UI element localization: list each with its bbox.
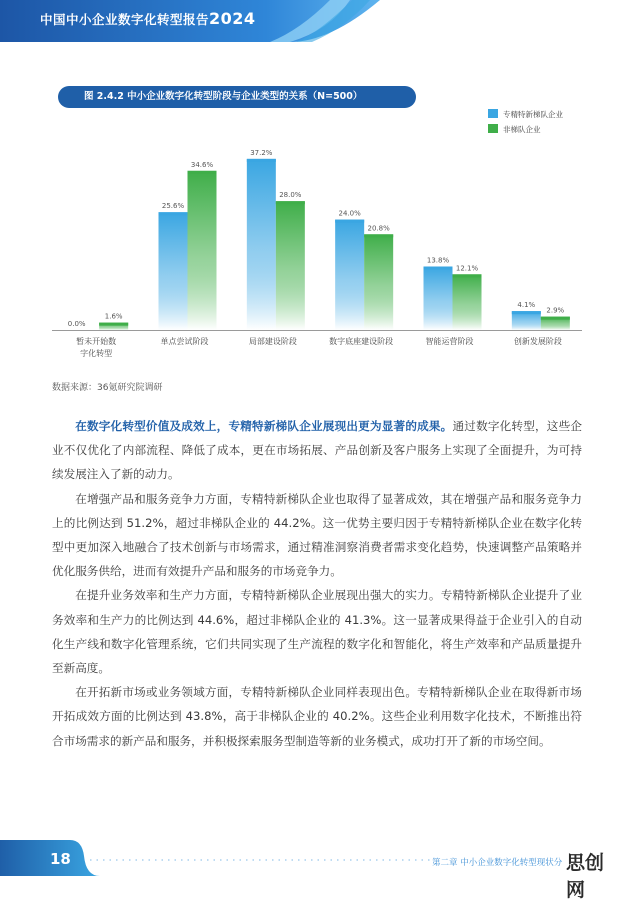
bar [424, 267, 453, 330]
bar-cap [424, 267, 453, 270]
legend-label: 非梯队企业 [503, 125, 541, 134]
bar [276, 201, 305, 330]
bar-cap [99, 323, 128, 326]
data-label: 28.0% [279, 191, 302, 200]
category-label: 单点尝试阶段 [160, 337, 209, 346]
bar-cap [188, 171, 217, 174]
data-label: 4.1% [517, 301, 536, 310]
bar-cap [453, 274, 482, 277]
category-label: 字化转型 [80, 349, 113, 358]
paragraph-text: 在增强产品和服务竞争力方面，专精特新梯队企业也取得了显著成效，其在增强产品和服务竞争力上的比例达到 51.2%，超过非梯队企业的 44.2%。这一优势主要归因于专精特新梯队企业在数字化转型中更加深入地融合了技术创新与市场需求，通过精准洞察消费者需求变化趋势，快速调整产品策略并优化服务供给，进而有效提升产品和服务的市场竞争力。 [52, 491, 582, 579]
paragraph-lead: 在数字化转型价值及成效上，专精特新梯队企业展现出更为显著的成果。 [75, 419, 453, 433]
data-source: 数据来源：36氪研究院调研 [52, 383, 163, 393]
bar [364, 234, 393, 330]
bar [159, 212, 188, 330]
bar-cap [276, 201, 305, 204]
figure-title: 图 2.4.2 中小企业数字化转型阶段与企业类型的关系（N=500） [58, 86, 416, 108]
chapter-label: 第二章 中小企业数字化转型现状分 [432, 858, 563, 868]
category-label: 创新发展阶段 [513, 337, 562, 346]
bar-cap [247, 159, 276, 162]
legend-swatch [488, 109, 498, 118]
paragraph [52, 414, 582, 487]
bar-cap [512, 311, 541, 314]
data-label: 1.6% [104, 312, 123, 321]
paragraph [52, 487, 582, 584]
data-label: 34.6% [190, 160, 214, 169]
legend-swatch [488, 124, 498, 133]
report-title: 中国中小企业数字化转型报告2024 [40, 9, 256, 28]
category-label: 局部建设阶段 [248, 337, 297, 346]
bar [335, 220, 364, 330]
page-number: 18 [50, 850, 71, 868]
legend-label: 专精特新梯队企业 [503, 110, 563, 119]
paragraph [52, 680, 582, 753]
data-label: 24.0% [338, 209, 361, 218]
bar [188, 171, 217, 330]
watermark-text: 思创网 [566, 852, 605, 901]
data-label: 25.6% [161, 202, 185, 211]
category-label: 智能运营阶段 [425, 337, 474, 346]
page-header [0, 0, 618, 42]
bar-cap [159, 212, 188, 215]
bar-chart [0, 100, 618, 370]
report-year: 2024 [209, 9, 256, 28]
category-label: 数字底座建设阶段 [329, 337, 394, 346]
data-label: 13.8% [426, 256, 450, 265]
data-label: 2.9% [546, 306, 565, 315]
data-label: 0.0% [67, 320, 86, 328]
bar-cap [335, 220, 364, 223]
bar [247, 159, 276, 330]
paragraph [52, 583, 582, 680]
data-label: 20.8% [367, 224, 390, 233]
body-text [52, 414, 582, 753]
bar-cap [541, 317, 570, 320]
paragraph-text: 在提升业务效率和生产力方面，专精特新梯队企业展现出强大的实力。专精特新梯队企业提升了业务效率和生产力的比例达到 44.6%，超过非梯队企业的 41.3%。这一显著成果得益于企业引入的自动化生产线和数字化管理系统，它们共同实现了生产流程的数字化和智能化，将生产效率和产品质量提升至新高度。 [52, 588, 582, 676]
bar [453, 274, 482, 330]
paragraph-text: 在开拓新市场或业务领域方面，专精特新梯队企业同样表现出色。专精特新梯队企业在取得新市场开拓成效方面的比例达到 43.8%，高于非梯队企业的 40.2%。这些企业利用数字化技术，不断推出符合市场需求的新产品和服务，并积极探索服务型制造等新的业务模式，成功打开了新的市场空间。 [52, 685, 582, 748]
paragraph-text: 通过数字化转型，这些企业不仅优化了内部流程、降低了成本，更在市场拓展、产品创新及客户服务上实现了全面提升，为可持续发展注入了新的动力。 [52, 419, 582, 482]
data-label: 12.1% [455, 264, 479, 273]
category-label: 暂未开始数 [76, 337, 117, 346]
data-label: 37.2% [250, 148, 273, 157]
bar-cap [364, 234, 393, 237]
